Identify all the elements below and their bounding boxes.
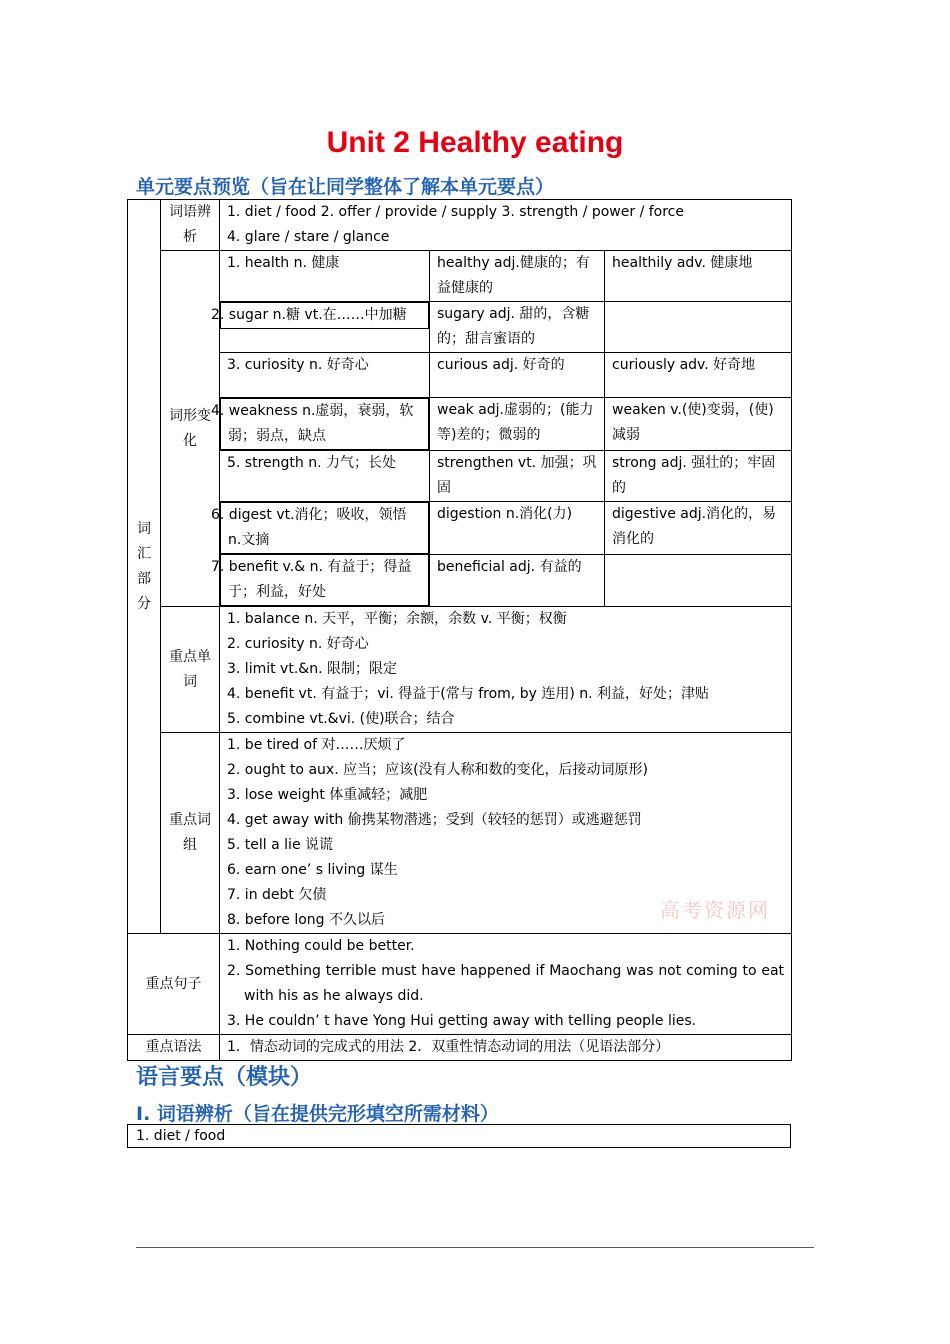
- key-phrases-content: 1. be tired of 对……厌烦了 2. ought to aux. 应当；应该(没有人称和数的变化，后接动词原形) 3. lose weight 体重减轻；减肥 4. get away with 偷携某物潜逃；受到（较轻的惩罚）或逃避惩罚 5. tell a lie 说谎 6. earn one’ s living 谋生 7. in debt 欠债 8. before long 不久以后: [220, 733, 792, 934]
- unit-overview-table: [127, 199, 792, 1061]
- word-form-cell: strengthen vt. 加强；巩固: [430, 451, 605, 502]
- key-sentences-content: 1. Nothing could be better. 2. Something terrible must have happened if Maochang was not coming to eat with his as he always did. 3. He couldn’ t have Yong Hui getting away with telling people lies.: [220, 934, 792, 1035]
- section-heading-language: 语言要点（模块）: [136, 1065, 313, 1090]
- footer-divider: [136, 1247, 814, 1248]
- key-words-content: 1. balance n. 天平，平衡；余额，余数 v. 平衡；权衡 2. curiosity n. 好奇心 3. limit vt.&n. 限制；限定 4. benefit vt. 有益于；vi. 得益于(常与 from, by 连用) n. 利益，好处；津贴 5. combine vt.&vi. (使)联合；结合: [220, 607, 792, 733]
- word-form-cell: digestive adj.消化的，易消化的: [605, 502, 792, 555]
- word-form-cell: [605, 302, 792, 353]
- watermark: 高考资源网: [660, 898, 770, 922]
- word-form-row: [128, 451, 792, 502]
- word-form-cell: 3. curiosity n. 好奇心: [220, 353, 430, 398]
- key-words-label: 重点单词: [161, 607, 220, 733]
- word-form-cell: sugary adj. 甜的，含糖的；甜言蜜语的: [430, 302, 605, 353]
- word-form-cell: curiously adv. 好奇地: [605, 353, 792, 398]
- word-form-cell: 7. benefit v.& n. 有益于；得益于；利益，好处: [220, 554, 429, 606]
- word-distinction-label: 词语辨析: [161, 200, 220, 251]
- word-form-row: [128, 554, 792, 607]
- key-phrases-label: 重点词组: [161, 733, 220, 934]
- word-form-cell: weaken v.(使)变弱，(使)减弱: [605, 398, 792, 451]
- word-form-cell: strong adj. 强壮的；牢固的: [605, 451, 792, 502]
- word-form-cell: healthily adv. 健康地: [605, 251, 792, 302]
- row-word-distinction: [128, 200, 792, 251]
- word-form-row: [128, 302, 792, 353]
- key-grammar-content: 1．情态动词的完成式的用法 2．双重性情态动词的用法（见语法部分）: [220, 1035, 792, 1061]
- word-form-cell: curious adj. 好奇的: [430, 353, 605, 398]
- word-form-row: [128, 398, 792, 451]
- word-distinction-cell: 1. diet / food: [128, 1125, 791, 1148]
- word-form-cell: healthy adj.健康的；有益健康的: [430, 251, 605, 302]
- word-distinction-table: [127, 1124, 791, 1148]
- word-distinction-content: 1. diet / food 2. offer / provide / supply 3. strength / power / force 4. glare / stare / glance: [220, 200, 792, 251]
- key-sentences-label: 重点句子: [128, 934, 220, 1035]
- word-form-cell: digestion n.消化(力): [430, 502, 605, 555]
- row-key-grammar: [128, 1035, 792, 1061]
- page-title: Unit 2 Healthy eating: [326, 126, 624, 159]
- word-form-cell: 1. health n. 健康: [220, 251, 430, 302]
- word-form-cell: 5. strength n. 力气；长处: [220, 451, 430, 502]
- word-form-cell: [605, 554, 792, 607]
- word-form-cell: 2. sugar n.糖 vt.在……中加糖: [220, 302, 429, 329]
- section-heading-preview: 单元要点预览（旨在让同学整体了解本单元要点）: [136, 176, 555, 198]
- row-key-sentences: [128, 934, 792, 1035]
- word-form-cell: 6. digest vt.消化；吸收，领悟 n.文摘: [220, 502, 429, 554]
- vocab-part-label: 词汇部分: [128, 200, 161, 934]
- word-form-cell: beneficial adj. 有益的: [430, 554, 605, 607]
- section-heading-distinction: Ⅰ. 词语辨析（旨在提供完形填空所需材料）: [136, 1103, 499, 1125]
- word-forms-label: 词形变化: [161, 251, 220, 607]
- word-form-cell: weak adj.虚弱的；(能力等)差的；微弱的: [430, 398, 605, 451]
- row-key-words: [128, 607, 792, 733]
- table-row: [128, 1125, 791, 1148]
- word-form-row: [128, 502, 792, 555]
- word-form-row: [128, 251, 792, 302]
- key-grammar-label: 重点语法: [128, 1035, 220, 1061]
- word-form-row: [128, 353, 792, 398]
- word-form-cell: 4. weakness n.虚弱，衰弱，软弱；弱点，缺点: [220, 398, 429, 450]
